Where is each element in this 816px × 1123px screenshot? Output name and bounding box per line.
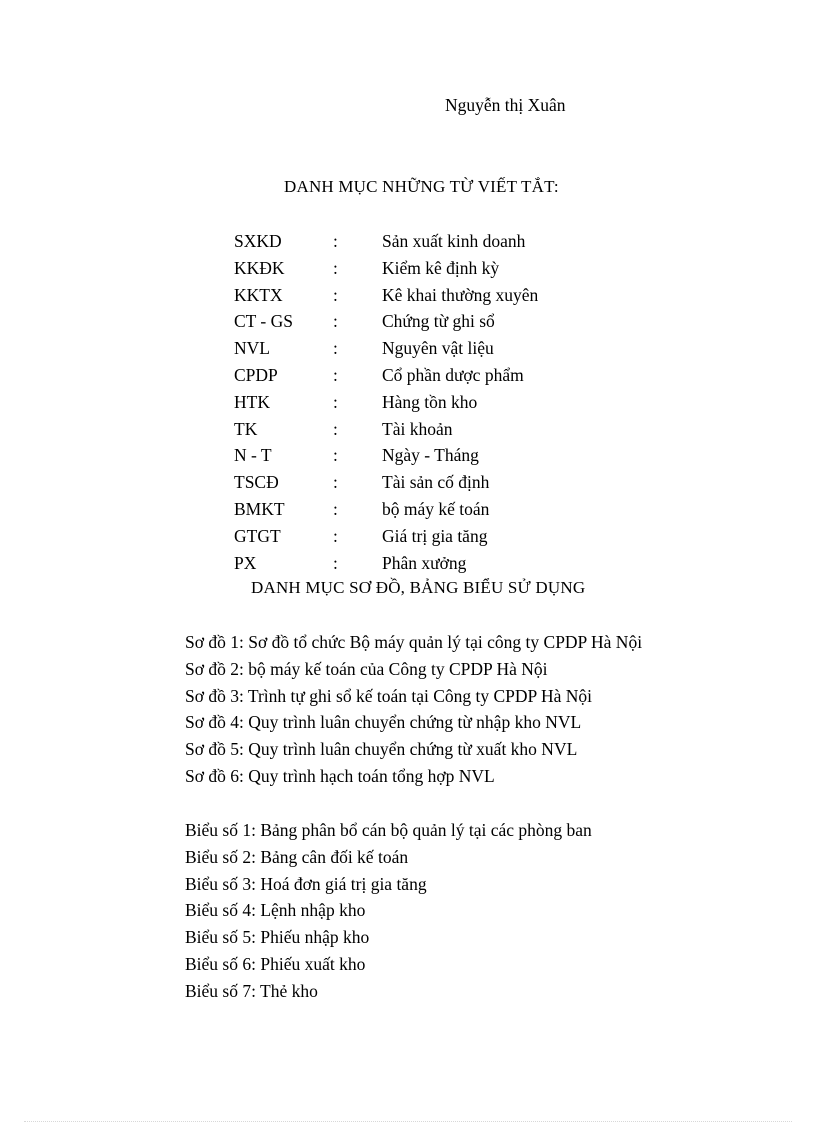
abbreviation-separator: : — [333, 284, 338, 305]
page-bottom-divider — [24, 1121, 792, 1122]
table-list-item: Biểu số 7: Thẻ kho — [185, 980, 318, 1001]
diagram-list-item: Sơ đồ 2: bộ máy kế toán của Công ty CPDP Hà Nội — [185, 658, 548, 679]
abbreviation-code: KKĐK — [234, 257, 285, 278]
abbreviation-code: CT - GS — [234, 311, 293, 332]
abbreviation-separator: : — [333, 231, 338, 251]
table-list-item: Biểu số 5: Phiếu nhập kho — [185, 927, 370, 948]
abbreviation-code: HTK — [234, 391, 270, 412]
abbreviation-meaning: Chứng từ ghi sổ — [382, 311, 495, 332]
abbreviation-meaning: Giá trị gia tăng — [382, 525, 488, 546]
abbreviation-separator: : — [333, 472, 338, 493]
abbreviation-separator: : — [333, 364, 338, 385]
abbreviation-meaning: Ngày - Tháng — [382, 445, 479, 466]
abbreviation-separator: : — [333, 418, 338, 439]
abbreviation-separator: : — [333, 445, 338, 466]
abbreviation-meaning: Kiểm kê định kỳ — [382, 257, 500, 278]
table-list — [185, 817, 592, 1005]
abbreviation-code: BMKT — [234, 498, 285, 519]
diagram-list-item: Sơ đồ 1: Sơ đồ tổ chức Bộ máy quản lý tại công ty CPDP Hà Nội — [185, 632, 643, 652]
abbreviation-meaning: bộ máy kế toán — [382, 498, 490, 519]
table-list-item: Biểu số 3: Hoá đơn giá trị gia tăng — [185, 873, 427, 894]
abbreviation-code: GTGT — [234, 525, 281, 546]
abbreviation-meaning: Hàng tồn kho — [382, 391, 478, 412]
abbreviation-separator: : — [333, 257, 338, 278]
abbreviation-meaning: Kê khai thường xuyên — [382, 284, 539, 305]
diagram-list-item: Sơ đồ 6: Quy trình hạch toán tổng hợp NVL — [185, 765, 495, 786]
abbreviation-code: CPDP — [234, 364, 278, 385]
diagrams-heading: DANH MỤC SƠ ĐỒ, BẢNG BIỂU SỬ DỤNG — [251, 578, 586, 597]
abbreviation-separator: : — [333, 525, 338, 546]
author-name: Nguyễn thị Xuân — [445, 95, 566, 115]
abbreviation-code: TK — [234, 418, 258, 439]
diagram-list-item: Sơ đồ 3: Trình tự ghi sổ kế toán tại Công ty CPDP Hà Nội — [185, 685, 593, 706]
diagram-list-item: Sơ đồ 5: Quy trình luân chuyển chứng từ xuất kho NVL — [185, 739, 578, 760]
table-list-item: Biểu số 1: Bảng phân bổ cán bộ quản lý tại các phòng ban — [185, 820, 592, 840]
abbreviation-separator: : — [333, 311, 338, 332]
abbreviations-heading: DANH MỤC NHỮNG TỪ VIẾT TẮT: — [284, 177, 559, 196]
table-list-item: Biểu số 6: Phiếu xuất kho — [185, 953, 366, 974]
abbreviation-code: NVL — [234, 338, 270, 359]
abbreviation-separator: : — [333, 391, 338, 412]
table-list-item: Biểu số 2: Bảng cân đối kế toán — [185, 846, 409, 867]
abbreviation-meaning: Tài sản cố định — [382, 472, 490, 493]
abbreviation-meaning: Sản xuất kinh doanh — [382, 231, 526, 251]
abbreviation-meaning: Nguyên vật liệu — [382, 338, 494, 359]
abbreviation-separator: : — [333, 498, 338, 519]
abbreviation-meaning: Cổ phần dược phẩm — [382, 364, 524, 385]
abbreviation-separator: : — [333, 338, 338, 359]
table-list-item: Biểu số 4: Lệnh nhập kho — [185, 900, 366, 921]
abbreviation-meaning: Tài khoản — [382, 418, 453, 439]
abbreviation-meaning: Phân xưởng — [382, 552, 467, 573]
abbreviation-code: KKTX — [234, 284, 283, 305]
abbreviation-code: N - T — [234, 445, 272, 466]
diagram-list-item: Sơ đồ 4: Quy trình luân chuyển chứng từ nhập kho NVL — [185, 712, 582, 733]
abbreviation-separator: : — [333, 552, 338, 573]
abbreviation-code: PX — [234, 552, 257, 573]
abbreviation-code: SXKD — [234, 231, 282, 251]
diagram-list — [185, 629, 642, 790]
abbreviation-code: TSCĐ — [234, 472, 279, 493]
